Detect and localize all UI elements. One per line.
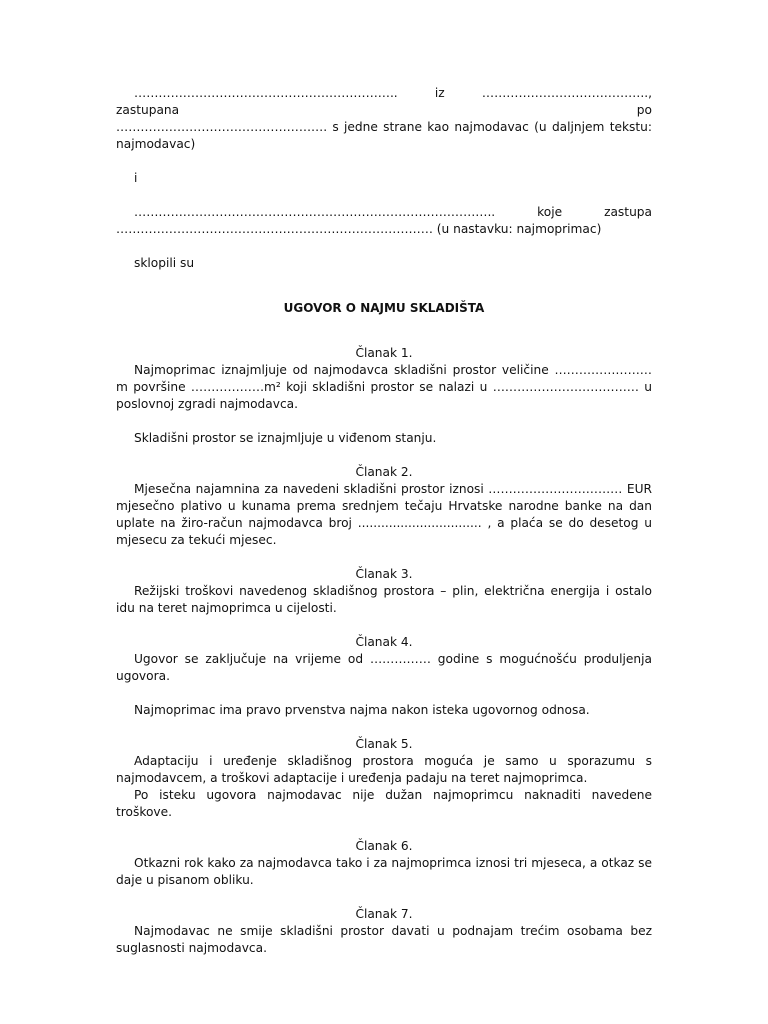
article-4-paragraph-1: Ugovor se zaključuje na vrijeme od …………… godine s mogućnošću produljenja ugovora. (116, 652, 652, 683)
article-5-paragraph-1: Adaptaciju i uređenje skladišnog prostora moguća je samo u sporazumu s najmodavcem, a troškovi adaptacije i uređenja padaju na teret najmoprimca. (116, 754, 652, 785)
article-1-paragraph-2: Skladišni prostor se iznajmljuje u viđenom stanju. (134, 431, 437, 445)
tenant-line-2: …………………………………………………………………… (u nastavku: najmoprimac) (116, 222, 602, 236)
article-2-paragraph-1: Mjesečna najamnina za navedeni skladišni prostor iznosi …………………………… EUR mjesečno plativo u kunama prema srednjem tečaju Hrvatske narodne banke na dan uplate na žiro-račun najmodavca broj ................................ , a plaća se do desetog u mjesecu za tekući mjesec. (116, 482, 652, 547)
and-word: i (134, 171, 138, 185)
article-2-heading: Članak 2. (355, 465, 413, 479)
article-5-paragraph-2: Po isteku ugovora najmodavac nije dužan najmoprimcu naknaditi navedene troškove. (116, 788, 652, 819)
article-3-heading: Članak 3. (355, 567, 413, 581)
article-3-paragraph-1: Režijski troškovi navedenog skladišnog prostora – plin, električna energija i ostalo idu na teret najmoprimca u cijelosti. (116, 584, 652, 615)
article-7-paragraph-1: Najmodavac ne smije skladišni prostor davati u podnajam trećim osobama bez suglasnosti najmodavca. (116, 924, 652, 955)
article-1-paragraph-1: Najmoprimac iznajmljuje od najmodavca skladišni prostor veličine …………………… m površine ………………m² koji skladišni prostor se nalazi u ……………………………… u poslovnoj zgradi najmodavca. (116, 363, 652, 411)
article-4-heading: Članak 4. (355, 635, 413, 649)
article-6-heading: Članak 6. (355, 839, 413, 853)
article-7-heading: Članak 7. (355, 907, 413, 921)
tenant-line-1: …………………………………………………………………………….. koje zastupa (134, 205, 652, 219)
contract-title: UGOVOR O NAJMU SKLADIŠTA (283, 301, 485, 315)
article-4-paragraph-2: Najmoprimac ima pravo prvenstva najma nakon isteka ugovornog odnosa. (134, 703, 590, 717)
article-6-paragraph-1: Otkazni rok kako za najmodavca tako i za najmoprimca iznosi tri mjeseca, a otkaz se daje u pisanom obliku. (116, 856, 652, 887)
landlord-line-1: ……………………………………………………….. iz ………………………………….., zastupana po (116, 86, 652, 117)
landlord-line-2: ……………………………………………. s jedne strane kao najmodavac (u daljnjem tekstu: najmodavac) (116, 120, 652, 151)
concluded-text: sklopili su (134, 256, 195, 270)
article-5-heading: Članak 5. (355, 737, 413, 751)
article-1-heading: Članak 1. (355, 346, 413, 360)
document-page (116, 85, 652, 957)
